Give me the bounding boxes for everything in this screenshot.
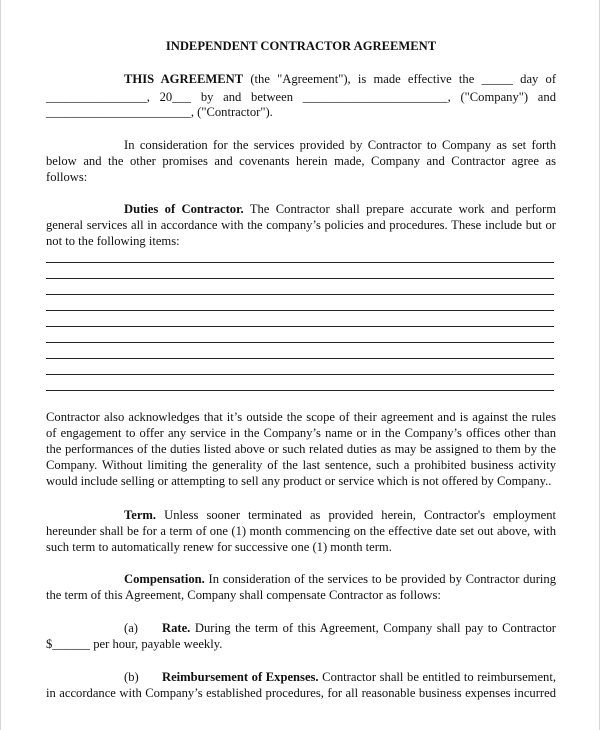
blank-line — [46, 326, 554, 327]
rate-heading: Rate. — [162, 621, 191, 635]
consideration-line-3: follows: — [46, 170, 88, 184]
blank-line — [46, 310, 554, 311]
compensation-line-1 — [124, 571, 556, 587]
reimbursement-label: (b) — [124, 670, 139, 684]
term-line-1 — [124, 507, 556, 523]
intro-line-2: ________________, 20___ by and between _______________________, ("Company") and — [46, 90, 556, 104]
duties-line-3: not to the following items: — [46, 234, 180, 248]
acknowledge-line-5: would include selling or attempting to sell any product or service which is not offered by Company.. — [46, 474, 552, 488]
reimbursement-line-2: in accordance with Company’s established procedures, for all reasonable business expenses incurred — [46, 686, 556, 700]
acknowledge-line-4: Company. Without limiting the generality of the last sentence, such a prohibited business activity — [46, 458, 556, 472]
compensation-line-2: the term of this Agreement, Company shall compensate Contractor as follows: — [46, 588, 441, 602]
term-line-2: hereunder shall be for a term of one (1) month commencing on the effective date set out above, with — [46, 524, 556, 538]
blank-line — [46, 262, 554, 263]
reimbursement-line-1 — [162, 669, 556, 685]
compensation-heading: Compensation. — [124, 572, 205, 586]
intro-line-3: _______________________, ("Contractor"). — [46, 105, 273, 119]
blank-line — [46, 342, 554, 343]
term-heading: Term. — [124, 508, 157, 522]
acknowledge-line-3: the performances of the duties listed above or such related duties as may be assigned to them by the — [46, 442, 556, 456]
duties-line-2: general services all in accordance with the company’s policies and procedures. These include but or — [46, 218, 556, 232]
reimbursement-heading: Reimbursement of Expenses. — [162, 670, 319, 684]
blank-line — [46, 390, 554, 391]
rate-line-1 — [162, 620, 556, 636]
blank-line — [46, 278, 554, 279]
rate-label: (a) — [124, 621, 138, 635]
document-title: INDEPENDENT CONTRACTOR AGREEMENT — [165, 39, 437, 53]
consideration-line-2: below and the other promises and covenants herein made, Company and Contractor agree as — [46, 154, 556, 168]
agreement-heading: THIS AGREEMENT — [124, 72, 244, 86]
rate-line-1-text: During the term of this Agreement, Company shall pay to Contractor — [190, 621, 556, 635]
duties-line-1-text: The Contractor shall prepare accurate work and perform — [243, 202, 556, 216]
intro-line-1-text: (the "Agreement"), is made effective the _____ day of — [243, 72, 557, 86]
term-line-1-text: Unless sooner terminated as provided herein, Contractor's employment — [156, 508, 556, 522]
consideration-line-1: In consideration for the services provided by Contractor to Company as set forth — [124, 138, 556, 152]
blank-line — [46, 358, 554, 359]
blank-line — [46, 374, 554, 375]
term-line-3: such term to automatically renew for successive one (1) month term. — [46, 540, 392, 554]
acknowledge-line-1: Contractor also acknowledges that it’s outside the scope of their agreement and is against the rules — [46, 410, 556, 424]
reimbursement-line-1-text: Contractor shall be entitled to reimbursement, — [318, 670, 556, 684]
rate-line-2: $______ per hour, payable weekly. — [46, 637, 223, 651]
acknowledge-line-2: of engagement to offer any service in the Company’s name or in the Company’s offices other than — [46, 426, 556, 440]
duties-line-1 — [124, 201, 556, 217]
blank-line — [46, 294, 554, 295]
duties-heading: Duties of Contractor. — [124, 202, 244, 216]
intro-line-1 — [124, 71, 556, 87]
compensation-line-1-text: In consideration of the services to be provided by Contractor during — [204, 572, 556, 586]
